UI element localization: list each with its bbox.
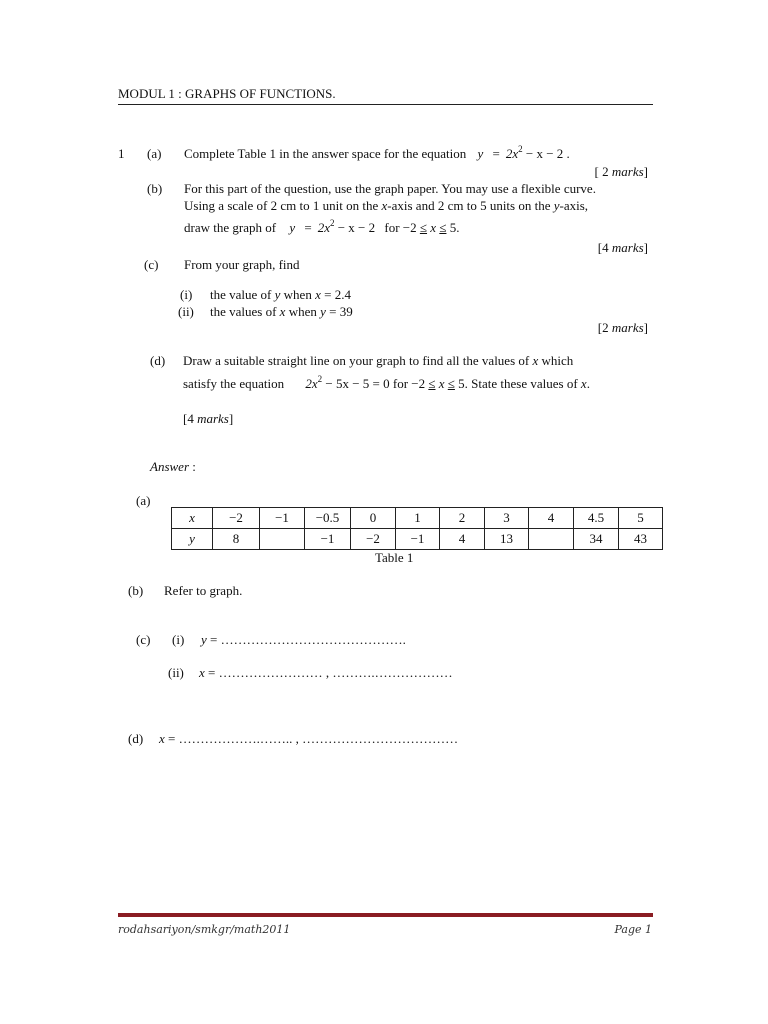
- answer-c-i-blank[interactable]: y = …………………………………….: [201, 632, 406, 647]
- part-b-line3: draw the graph of $y = 2x^2 - x - 2$ for −2 ≤ x ≤ 5.: [184, 218, 460, 235]
- table-cell: 43: [619, 529, 663, 550]
- part-c-i-label: (i): [180, 287, 193, 302]
- question-number: 1: [118, 146, 125, 161]
- part-a-text: Complete Table 1 in the answer space for the equation $y = 2x^2 - x - 2$ .: [184, 144, 570, 161]
- answer-b-label: (b): [128, 583, 144, 598]
- part-d-label: (d): [150, 353, 166, 368]
- table-cell: 4.5: [574, 508, 619, 529]
- table-cell: −2: [213, 508, 260, 529]
- table-row-y: [172, 529, 663, 550]
- answer-a-label: (a): [136, 493, 151, 508]
- table-cell: 3: [485, 508, 529, 529]
- part-c-i-text: the value of y when x = 2.4: [210, 287, 351, 302]
- footer-author: rodahsariyon/smkgr/math2011: [118, 923, 291, 936]
- answer-heading: Answer :: [150, 459, 196, 474]
- part-c-marks: [2 marks]: [597, 320, 648, 335]
- header-rule: [118, 104, 653, 105]
- part-b-marks: [4 marks]: [597, 240, 648, 255]
- part-b-label: (b): [147, 181, 163, 196]
- table-cell: −1: [396, 529, 440, 550]
- part-c-ii-label: (ii): [178, 304, 194, 319]
- table-cell: 0: [351, 508, 396, 529]
- table-cell-blank[interactable]: [529, 529, 574, 550]
- footer-rule: [118, 913, 653, 917]
- table-cell: 5: [619, 508, 663, 529]
- part-d-line2: satisfy the equation $2x^2 - 5x - 5 = 0$ for −2 ≤ x ≤ 5. State these values of x.: [183, 374, 590, 391]
- page-title: MODUL 1 : GRAPHS OF FUNCTIONS.: [118, 86, 336, 101]
- answer-c-label: (c): [136, 632, 151, 647]
- table-cell: −2: [351, 529, 396, 550]
- table-header-x: x: [172, 508, 213, 529]
- answer-b-text: Refer to graph.: [164, 583, 243, 598]
- part-c-text: From your graph, find: [184, 257, 300, 272]
- part-c-ii-text: the values of x when y = 39: [210, 304, 353, 319]
- table-cell: 2: [440, 508, 485, 529]
- table-cell: −1: [260, 508, 305, 529]
- table-cell: −1: [305, 529, 351, 550]
- table-1: [171, 507, 663, 550]
- table-caption: Table 1: [375, 550, 414, 565]
- table-cell: 8: [213, 529, 260, 550]
- answer-d-label: (d): [128, 731, 144, 746]
- part-a-label: (a): [147, 146, 162, 161]
- part-c-label: (c): [144, 257, 159, 272]
- answer-c-ii-label: (ii): [168, 665, 184, 680]
- table-cell: 4: [440, 529, 485, 550]
- answer-c-i-label: (i): [172, 632, 185, 647]
- table-cell-blank[interactable]: [260, 529, 305, 550]
- table-cell: 1: [396, 508, 440, 529]
- part-b-line2: Using a scale of 2 cm to 1 unit on the x-axis and 2 cm to 5 units on the y-axis,: [184, 198, 589, 213]
- part-a-marks: [ 2 marks]: [594, 164, 648, 179]
- part-b-line1: For this part of the question, use the graph paper. You may use a flexible curve.: [184, 181, 596, 196]
- part-d-marks: [4 marks]: [183, 411, 234, 426]
- answer-c-ii-blank[interactable]: x = …………………… , ……….………………: [199, 665, 453, 680]
- part-d-line1: Draw a suitable straight line on your graph to find all the values of x which: [183, 353, 574, 368]
- table-cell: 13: [485, 529, 529, 550]
- answer-d-blank[interactable]: x = ……………….…….. , ………………………………: [159, 731, 459, 746]
- table-cell: 34: [574, 529, 619, 550]
- table-row-x: [172, 508, 663, 529]
- footer-page-number: Page 1: [614, 923, 652, 936]
- table-cell: 4: [529, 508, 574, 529]
- table-cell: −0.5: [305, 508, 351, 529]
- table-header-y: y: [172, 529, 213, 550]
